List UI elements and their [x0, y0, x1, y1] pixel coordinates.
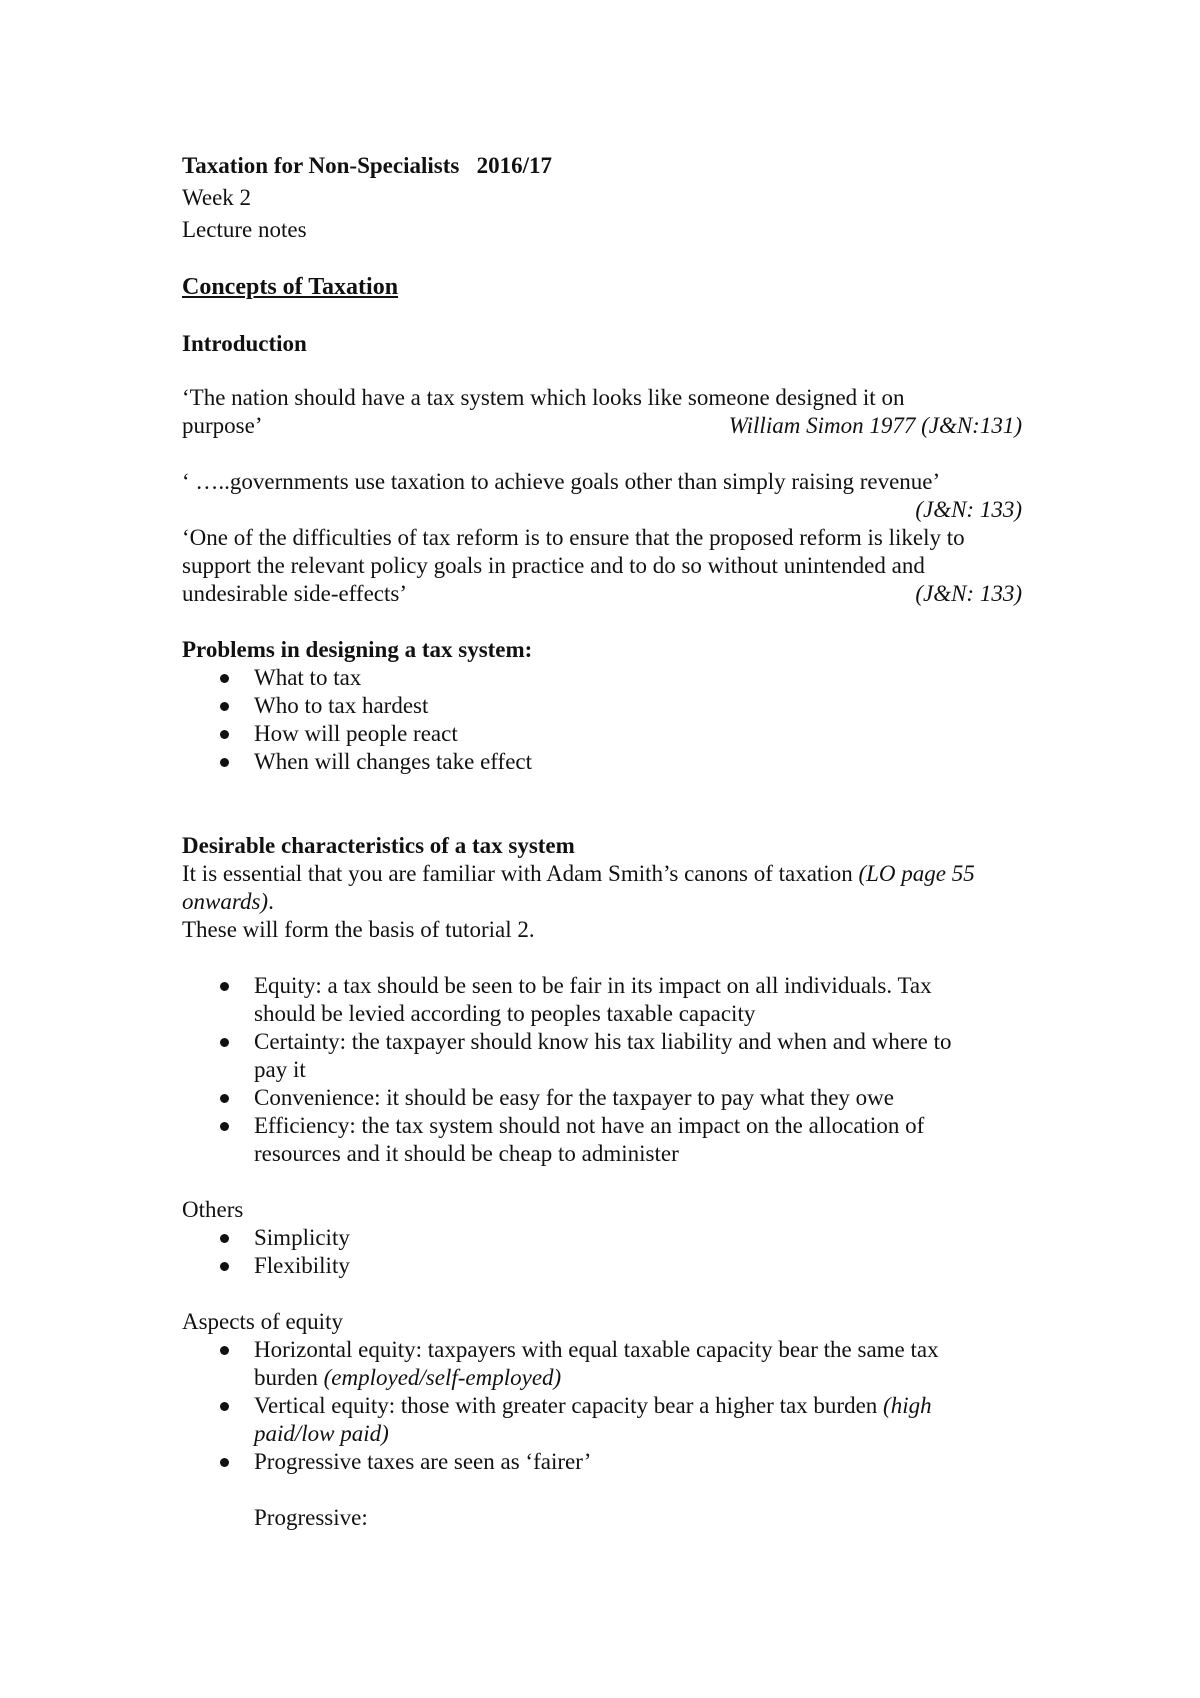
equity-list	[182, 1336, 1022, 1476]
doc-type-label: Lecture notes	[182, 217, 307, 242]
list-item: Flexibility	[182, 1252, 1022, 1280]
quote3-line3-row	[182, 580, 1022, 608]
list-item: Vertical equity: those with greater capacity bear a higher tax burden (high paid/low paid)	[182, 1392, 1022, 1448]
bullet-icon	[220, 674, 229, 683]
list-item: Simplicity	[182, 1224, 1022, 1252]
quote3-citation: (J&N: 133)	[915, 581, 1022, 606]
course-title: Taxation for Non-Specialists	[182, 153, 460, 178]
list-item: Progressive taxes are seen as ‘fairer’	[182, 1448, 1022, 1476]
quote2-line1: ‘ …..governments use taxation to achieve goals other than simply raising revenue’	[182, 469, 941, 494]
others-heading: Others	[182, 1197, 244, 1222]
progressive-label: Progressive:	[254, 1505, 368, 1530]
problems-heading: Problems in designing a tax system:	[182, 637, 533, 662]
bullet-icon	[220, 1402, 229, 1411]
characteristics-para-line2: onwards).	[182, 889, 274, 914]
quote3-line2: support the relevant policy goals in practice and to do so without unintended and	[182, 553, 925, 578]
bullet-icon	[220, 702, 229, 711]
list-item: What to tax	[182, 664, 1022, 692]
bullet-icon	[220, 730, 229, 739]
week-label: Week 2	[182, 185, 252, 210]
list-item: How will people react	[182, 720, 1022, 748]
list-item: Efficiency: the tax system should not have an impact on the allocation of resources and it should be cheap to administer	[182, 1112, 1022, 1168]
equity-heading: Aspects of equity	[182, 1309, 343, 1334]
list-item: Equity: a tax should be seen to be fair in its impact on all individuals. Tax should be levied according to peoples taxable capacity	[182, 972, 1022, 1028]
list-item: When will changes take effect	[182, 748, 1022, 776]
quote1-line1: ‘The nation should have a tax system which looks like someone designed it on	[182, 385, 905, 410]
page-title: Concepts of Taxation	[182, 274, 399, 300]
document-page	[182, 150, 1022, 1532]
characteristics-heading: Desirable characteristics of a tax system	[182, 833, 575, 858]
course-heading	[182, 150, 1022, 182]
intro-heading: Introduction	[182, 331, 307, 356]
problems-list	[182, 664, 1022, 776]
bullet-icon	[220, 1346, 229, 1355]
bullet-icon	[220, 1262, 229, 1271]
canons-list	[182, 972, 1022, 1168]
course-year: 2016/17	[476, 153, 552, 178]
characteristics-para-line1: It is essential that you are familiar with Adam Smith’s canons of taxation (LO page 55	[182, 861, 975, 886]
bullet-icon	[220, 982, 229, 991]
quote3-line3: undesirable side-effects’	[182, 581, 408, 606]
bullet-icon	[220, 1038, 229, 1047]
quote1-citation: William Simon 1977 (J&N:131)	[728, 413, 1022, 438]
quote2-citation: (J&N: 133)	[915, 497, 1022, 522]
quote1-line2-row	[182, 412, 1022, 440]
characteristics-para-line3: These will form the basis of tutorial 2.	[182, 917, 535, 942]
list-item: Who to tax hardest	[182, 692, 1022, 720]
quote1-line2: purpose’	[182, 413, 263, 438]
bullet-icon	[220, 1122, 229, 1131]
quote3-line1: ‘One of the difficulties of tax reform is to ensure that the proposed reform is likely to	[182, 525, 965, 550]
others-list	[182, 1224, 1022, 1280]
bullet-icon	[220, 1234, 229, 1243]
bullet-icon	[220, 1458, 229, 1467]
bullet-icon	[220, 758, 229, 767]
bullet-icon	[220, 1094, 229, 1103]
list-item: Certainty: the taxpayer should know his tax liability and when and where to pay it	[182, 1028, 1022, 1084]
list-item: Horizontal equity: taxpayers with equal taxable capacity bear the same tax burden (employed/self-employed)	[182, 1336, 1022, 1392]
lo-reference: (LO page 55	[858, 861, 975, 886]
list-item: Convenience: it should be easy for the taxpayer to pay what they owe	[182, 1084, 1022, 1112]
